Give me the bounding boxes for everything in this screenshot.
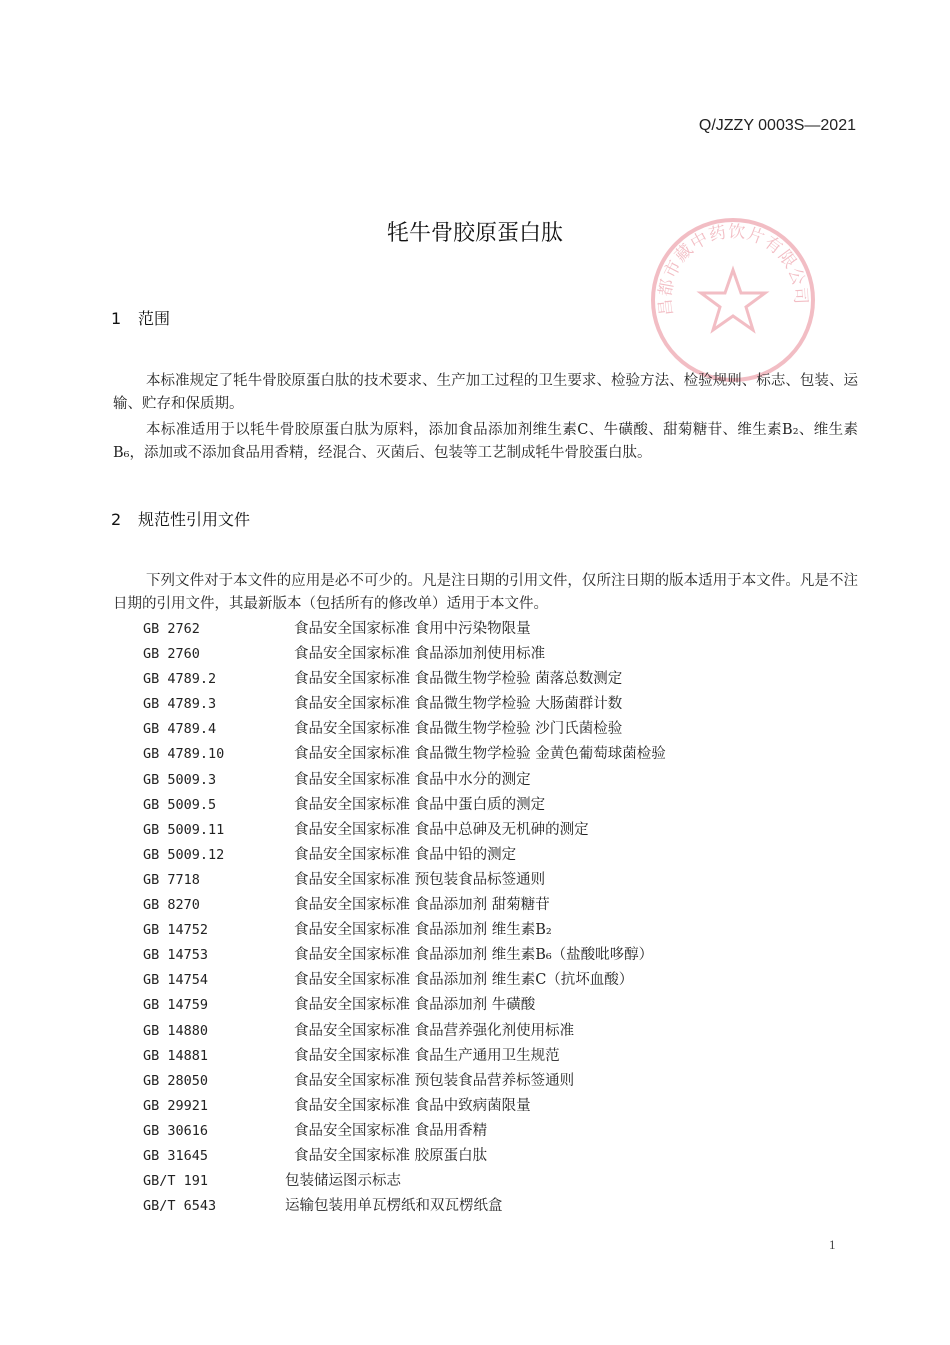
reference-code: GB 8270 (143, 897, 200, 914)
reference-row (143, 1070, 666, 1095)
scope-paragraph-1: 本标准规定了牦牛骨胶原蛋白肽的技术要求、生产加工过程的卫生要求、检验方法、检验规则、标志、包装、运输、贮存和保质期。 (113, 373, 858, 412)
reference-code: GB 14754 (143, 972, 209, 989)
reference-title: 食品安全国家标准 食品生产通用卫生规范 (294, 1047, 560, 1064)
reference-code: GB 14752 (143, 922, 209, 939)
reference-code: GB 5009.3 (143, 771, 217, 788)
reference-row (143, 894, 666, 919)
reference-title: 食品安全国家标准 食品中水分的测定 (294, 771, 531, 788)
reference-code: GB 14753 (143, 947, 209, 964)
reference-row (143, 819, 666, 844)
reference-code: GB 14880 (143, 1022, 209, 1039)
reference-title: 食品安全国家标准 食品微生物学检验 菌落总数测定 (294, 671, 623, 688)
reference-row (143, 994, 666, 1019)
reference-title: 食品安全国家标准 食品添加剂 维生素B₆（盐酸吡哆醇） (294, 947, 654, 964)
reference-row (143, 844, 666, 869)
reference-code: GB/T 191 (143, 1173, 209, 1190)
reference-code: GB 30616 (143, 1122, 209, 1139)
section-number: 2 (111, 510, 122, 529)
reference-title: 食品安全国家标准 食品微生物学检验 沙门氏菌检验 (294, 721, 623, 738)
normative-reference-list (143, 618, 666, 1220)
reference-code: GB 5009.11 (143, 821, 225, 838)
seal-text: 昌都市藏中药饮片有限公司 (655, 221, 811, 317)
reference-title: 食品安全国家标准 胶原蛋白肽 (294, 1147, 488, 1164)
reference-title: 食品安全国家标准 食用中污染物限量 (294, 621, 531, 637)
reference-code: GB 29921 (143, 1097, 209, 1114)
reference-row (143, 1120, 666, 1145)
seal-star-icon (701, 270, 765, 330)
reference-title: 食品安全国家标准 食品添加剂 维生素B₂ (294, 922, 552, 939)
section-1-heading (111, 306, 170, 329)
reference-title: 食品安全国家标准 预包装食品标签通则 (294, 871, 546, 888)
reference-code: GB 14759 (143, 997, 209, 1014)
reference-row (143, 1045, 666, 1070)
reference-code: GB 2760 (143, 646, 200, 663)
reference-row (143, 919, 666, 944)
reference-code: GB 28050 (143, 1072, 209, 1089)
reference-row (143, 668, 666, 693)
section-heading-text: 规范性引用文件 (138, 510, 251, 529)
reference-code: GB 7718 (143, 871, 200, 888)
reference-title: 食品安全国家标准 食品中总砷及无机砷的测定 (294, 821, 589, 838)
reference-title: 食品安全国家标准 食品中蛋白质的测定 (294, 796, 546, 813)
reference-title: 食品安全国家标准 食品微生物学检验 大肠菌群计数 (294, 696, 623, 713)
reference-row (143, 718, 666, 743)
reference-title: 食品安全国家标准 预包装食品营养标签通则 (294, 1072, 575, 1089)
reference-title: 食品安全国家标准 食品用香精 (294, 1122, 488, 1139)
section-heading-text: 范围 (138, 309, 171, 328)
reference-title: 食品安全国家标准 食品中致病菌限量 (294, 1097, 531, 1114)
document-title: 牦牛骨胶原蛋白肽 (386, 221, 563, 246)
reference-row (143, 693, 666, 718)
scope-paragraph-2: 本标准适用于以牦牛骨胶原蛋白肽为原料，添加食品添加剂维生素C、牛磺酸、甜菊糖苷、维生素B₂、维生素B₆，添加或不添加食品用香精，经混合、灭菌后、包装等工艺制成牦牛骨胶蛋白肽。 (113, 422, 858, 461)
reference-row (143, 643, 666, 668)
reference-code: GB 5009.12 (143, 846, 225, 863)
reference-code: GB 14881 (143, 1047, 209, 1064)
reference-row (143, 618, 666, 643)
reference-code: GB/T 6543 (143, 1198, 217, 1215)
reference-row (143, 794, 666, 819)
page-number: 1 (829, 1237, 836, 1252)
reference-code: GB 4789.10 (143, 746, 225, 763)
reference-row (143, 944, 666, 969)
reference-title: 食品安全国家标准 食品中铅的测定 (294, 846, 517, 863)
reference-row (143, 1095, 666, 1120)
reference-title: 食品安全国家标准 食品添加剂 牛磺酸 (294, 997, 536, 1014)
reference-code: GB 4789.2 (143, 671, 217, 688)
reference-title: 食品安全国家标准 食品添加剂 维生素C（抗坏血酸） (294, 972, 634, 989)
reference-title: 运输包装用单瓦楞纸和双瓦楞纸盒 (285, 1198, 503, 1215)
reference-code: GB 5009.5 (143, 796, 217, 813)
reference-code: GB 2762 (143, 621, 200, 637)
references-intro-paragraph: 下列文件对于本文件的应用是必不可少的。凡是注日期的引用文件，仅所注日期的版本适用于本文件。凡是不注日期的引用文件，其最新版本（包括所有的修改单）适用于本文件。 (113, 573, 858, 612)
reference-code: GB 4789.4 (143, 721, 217, 738)
reference-title: 食品安全国家标准 食品营养强化剂使用标准 (294, 1022, 575, 1039)
reference-row (143, 1195, 666, 1220)
document-code: Q/JZZY 0003S—2021 (698, 117, 856, 134)
reference-row (143, 1020, 666, 1045)
reference-row (143, 1145, 666, 1170)
reference-row (143, 1170, 666, 1195)
reference-row (143, 869, 666, 894)
reference-title: 食品安全国家标准 食品添加剂使用标准 (294, 646, 546, 663)
reference-title: 包装储运图示标志 (285, 1173, 401, 1190)
reference-code: GB 31645 (143, 1147, 209, 1164)
reference-title: 食品安全国家标准 食品微生物学检验 金黄色葡萄球菌检验 (294, 746, 666, 763)
reference-row (143, 769, 666, 794)
reference-code: GB 4789.3 (143, 696, 217, 713)
section-2-heading (111, 507, 250, 530)
reference-row (143, 743, 666, 768)
section-number: 1 (111, 309, 122, 328)
reference-title: 食品安全国家标准 食品添加剂 甜菊糖苷 (294, 897, 550, 914)
reference-row (143, 969, 666, 994)
